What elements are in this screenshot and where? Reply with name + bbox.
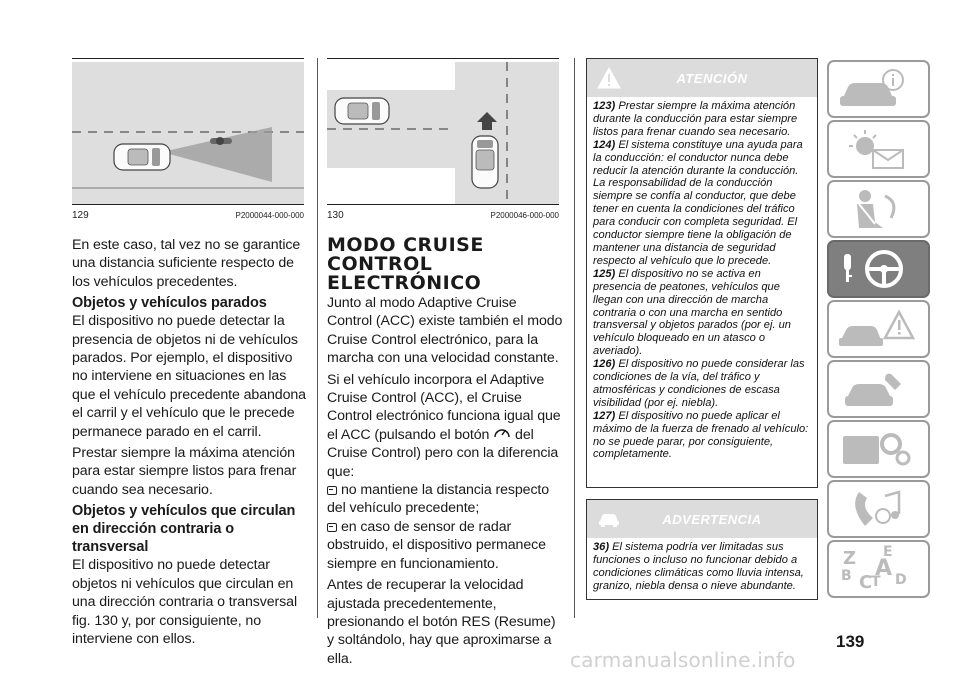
specs-gears-icon — [829, 422, 928, 476]
note-text: El dispositivo no se activa en presencia de peatones, vehículos que llegan con una dirección de marcha contraria o con una marcha en sentido transversal y objetos parados (por ej. un vehículo bloqueado en un atasco o averiado). — [593, 267, 791, 358]
note-text: El sistema constituye una ayuda para la conducción: el conductor nunca debe reducir la atención durante la conducción. La responsabilidad de la conducción siempre se confía al conductor, que debe tener en cuenta la condiciones del tráfico para conducir con completa seguridad. El conductor siempre tiene la obligación de mantener una distancia de seguridad respecto al vehículo que lo precede. — [593, 138, 803, 267]
attention-box — [586, 58, 818, 488]
multimedia-icon — [829, 482, 928, 536]
heading-opposite-objects: Objetos y vehículos que circulan en dirección contraria o transversal — [72, 503, 296, 556]
figure-130 — [327, 58, 559, 221]
figure-129-code: P2000044-000-000 — [235, 211, 304, 220]
note-text: El dispositivo no puede considerar las condiciones de la vía, del tráfico y atmosféricas y condiciones de escasa visibilidad (por ej. niebla). — [593, 358, 805, 409]
figure-129-illustration — [72, 62, 304, 204]
watermark: carmanualsonline.info — [570, 648, 796, 672]
page-number: 139 — [836, 632, 865, 651]
column-1 — [72, 236, 308, 648]
index-letter: B — [841, 568, 852, 584]
note-number: 123) — [593, 100, 616, 112]
tab-starting-driving[interactable] — [827, 240, 930, 298]
note-text: Prestar siempre la máxima atención durante la conducción para estar siempre listos para frenar cuando sea necesario. — [593, 100, 798, 138]
section-title: MODO CRUISE CONTROL ELECTRÓNICO — [327, 234, 484, 294]
note-item — [593, 358, 810, 410]
bullet-icon — [327, 523, 337, 532]
paragraph: Prestar siempre la máxima atención para estar siempre listos para frenar cuando sea necesario. — [72, 445, 297, 498]
figure-130-illustration — [327, 62, 559, 204]
tab-safety[interactable] — [827, 180, 930, 238]
seat-safety-icon — [829, 182, 928, 236]
tab-maintenance[interactable] — [827, 360, 930, 418]
index-letter: E — [883, 544, 893, 560]
column-divider — [317, 58, 318, 618]
note-item — [593, 139, 810, 268]
warning-lights-icon — [829, 122, 928, 176]
note-item — [593, 268, 810, 358]
index-letter: A — [875, 556, 893, 581]
note-text: El sistema podría ver limitadas sus funciones o incluso no funcionar debido a condiciones climáticas como lluvia intensa, granizo, niebla densa o nieve abundante. — [593, 541, 804, 592]
note-number: 125) — [593, 267, 616, 280]
tab-index[interactable] — [827, 540, 930, 598]
heading-stopped-objects: Objetos y vehículos parados — [72, 295, 267, 312]
note-number: 127) — [593, 409, 616, 422]
tab-multimedia[interactable] — [827, 480, 930, 538]
bullet-item — [327, 481, 563, 518]
warning-body — [587, 538, 817, 596]
note-number: 124) — [593, 138, 616, 151]
bullet-text: no mantiene la distancia respecto del vehículo precedente; — [327, 482, 550, 517]
paragraph-part: del Cruise Control) pero con la diferencia que: — [327, 426, 559, 480]
paragraph: El dispositivo no puede detectar la presencia de objetos ni de vehículos parados. Por ejemplo, el dispositivo no interviene en situaciones en las que el vehículo precedente abandona el carril y el vehículo que le precede permanece parado en el carril. — [72, 313, 306, 440]
index-letter: C — [859, 572, 873, 593]
index-letter: D — [895, 572, 907, 588]
warning-box — [586, 499, 818, 600]
bullet-icon — [327, 486, 337, 495]
attention-header — [587, 59, 817, 97]
bullet-text: en caso de sensor de radar obstruido, el dispositivo permanece siempre en funcionamiento. — [327, 518, 546, 572]
index-letter: T — [871, 574, 881, 590]
bullet-item — [327, 518, 563, 573]
index-az-icon — [829, 542, 928, 596]
key-steering-icon — [829, 242, 928, 296]
tab-emergency[interactable] — [827, 300, 930, 358]
paragraph: Antes de recuperar la velocidad ajustada precedentemente, presionando el botón RES (Resume) y soltándolo, hay que aproximarse a ella. — [327, 577, 556, 667]
paragraph — [327, 371, 563, 481]
attention-body — [587, 97, 817, 464]
column-divider — [574, 58, 575, 618]
attention-title: ATENCIÓN — [676, 70, 748, 86]
figure-130-code: P2000046-000-000 — [490, 211, 559, 220]
paragraph: El dispositivo no puede detectar objetos ni vehículos que circulan en una dirección contraria o transversal fig. 130 y, por consiguiente, no interviene con ellos. — [72, 557, 297, 647]
note-item — [593, 100, 810, 139]
accident-icon — [829, 302, 928, 356]
paragraph: Junto al modo Adaptive Cruise Control (ACC) existe también el modo Cruise Control electrónico, para la marcha con una velocidad constante. — [327, 295, 563, 367]
paragraph: En este caso, tal vez no se garantice una distancia suficiente respecto de los vehículos precedentes. — [72, 237, 301, 290]
cruise-control-button-icon — [493, 426, 511, 440]
figure-130-number: 130 — [327, 210, 344, 221]
note-item — [593, 410, 810, 462]
car-info-icon — [829, 62, 928, 116]
tab-technical-data[interactable] — [827, 420, 930, 478]
figure-129-number: 129 — [72, 210, 89, 221]
warning-title: ADVERTENCIA — [662, 511, 762, 527]
maintenance-icon — [829, 362, 928, 416]
index-letter: Z — [843, 548, 857, 569]
note-number: 36) — [593, 541, 610, 553]
tab-car-info[interactable] — [827, 60, 930, 118]
paragraph-part: Si el vehículo incorpora el Adaptive Cruise Control (ACC), el Cruise Control electrónico funciona igual que el ACC (pulsando el botón — [327, 371, 561, 443]
figure-129 — [72, 58, 304, 221]
tab-warning-lights[interactable] — [827, 120, 930, 178]
note-item — [593, 541, 810, 593]
warning-header — [587, 500, 817, 538]
note-number: 126) — [593, 358, 616, 371]
column-2 — [327, 236, 563, 668]
note-text: El dispositivo no puede aplicar el máximo de la fuerza de frenado al vehículo: no se puede parar, por consiguiente, completamente. — [593, 409, 809, 461]
